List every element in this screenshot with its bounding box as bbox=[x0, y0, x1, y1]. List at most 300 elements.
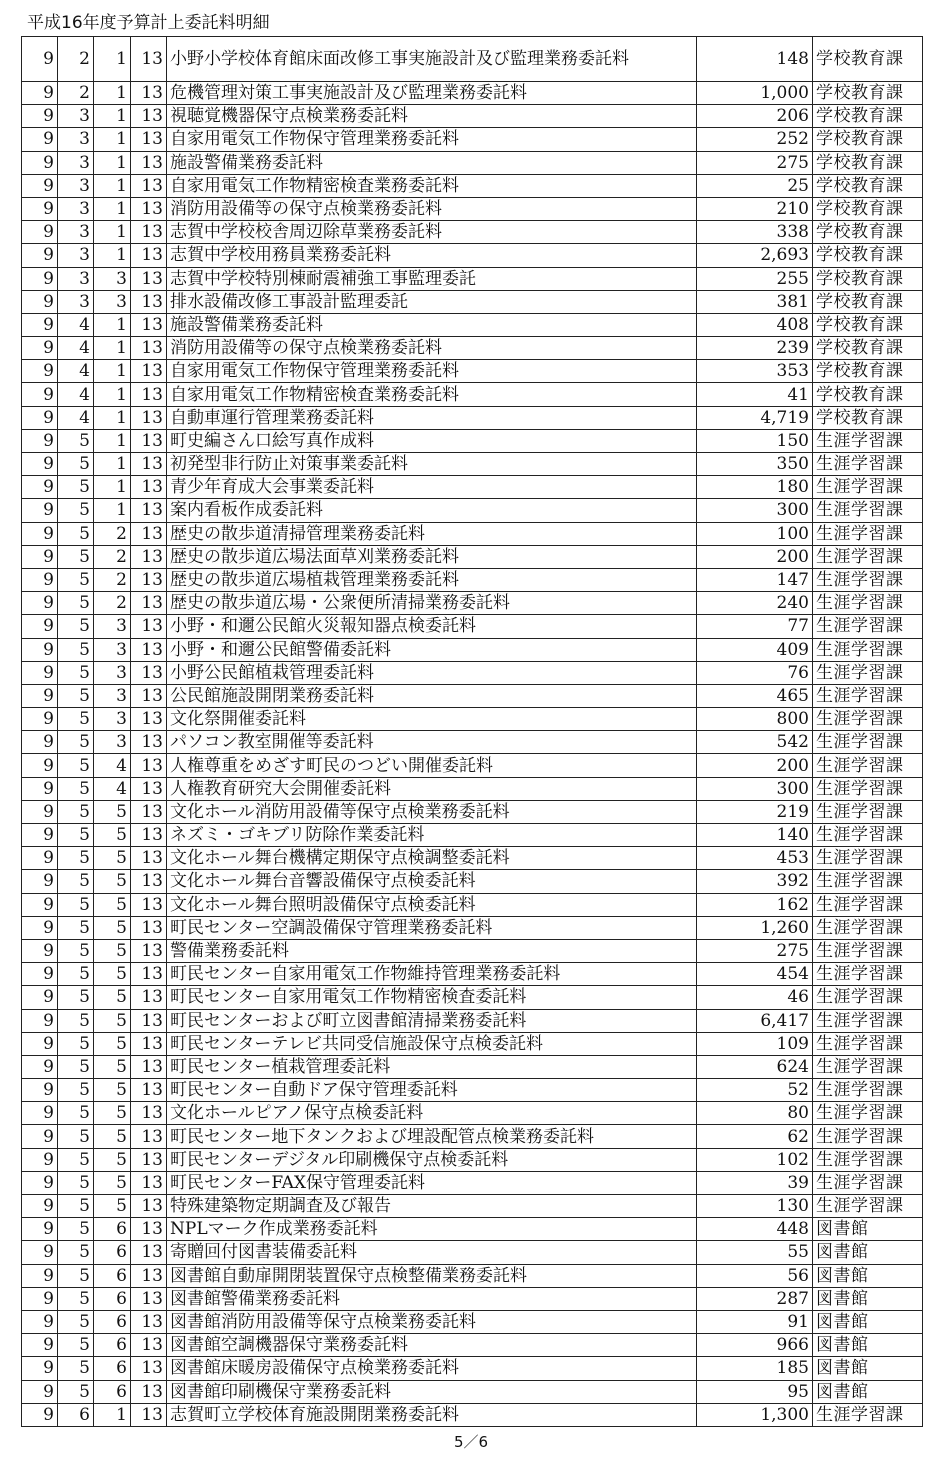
subitem-code: 5 bbox=[94, 847, 131, 870]
section-code: 9 bbox=[22, 731, 58, 754]
amount: 200 bbox=[697, 754, 813, 777]
commission-name: 町民センター自家用電気工作物維持管理業務委託料 bbox=[167, 963, 697, 986]
commission-name: 文化ホール舞台機構定期保守点検調整委託料 bbox=[167, 847, 697, 870]
item-code: 5 bbox=[58, 1009, 94, 1032]
subitem-code: 5 bbox=[94, 939, 131, 962]
amount: 2,693 bbox=[697, 244, 813, 267]
category-code: 13 bbox=[131, 661, 167, 684]
item-code: 5 bbox=[58, 1125, 94, 1148]
commission-name: 志賀町立学校体育施設開閉業務委託料 bbox=[167, 1403, 697, 1426]
category-code: 13 bbox=[131, 1380, 167, 1403]
table-row bbox=[22, 383, 923, 406]
category-code: 13 bbox=[131, 1055, 167, 1078]
commission-name: 図書館空調機器保守業務委託料 bbox=[167, 1334, 697, 1357]
section-code: 9 bbox=[22, 800, 58, 823]
department: 学校教育課 bbox=[813, 267, 923, 290]
section-code: 9 bbox=[22, 963, 58, 986]
category-code: 13 bbox=[131, 37, 167, 82]
commission-name: 自家用電気工作物保守管理業務委託料 bbox=[167, 360, 697, 383]
amount: 140 bbox=[697, 824, 813, 847]
table-row bbox=[22, 499, 923, 522]
commission-name: 排水設備改修工事設計監理委託 bbox=[167, 290, 697, 313]
table-row bbox=[22, 1380, 923, 1403]
subitem-code: 6 bbox=[94, 1334, 131, 1357]
category-code: 13 bbox=[131, 963, 167, 986]
amount: 300 bbox=[697, 499, 813, 522]
item-code: 5 bbox=[58, 1102, 94, 1125]
amount: 130 bbox=[697, 1195, 813, 1218]
subitem-code: 2 bbox=[94, 592, 131, 615]
category-code: 13 bbox=[131, 545, 167, 568]
department: 生涯学習課 bbox=[813, 1079, 923, 1102]
commission-name: 文化祭開催委託料 bbox=[167, 708, 697, 731]
section-code: 9 bbox=[22, 592, 58, 615]
category-code: 13 bbox=[131, 337, 167, 360]
item-code: 3 bbox=[58, 267, 94, 290]
item-code: 5 bbox=[58, 1171, 94, 1194]
table-row bbox=[22, 800, 923, 823]
commission-name: 志賀中学校特別棟耐震補強工事監理委託 bbox=[167, 267, 697, 290]
table-row bbox=[22, 1334, 923, 1357]
category-code: 13 bbox=[131, 1287, 167, 1310]
commission-name: 町民センターデジタル印刷機保守点検委託料 bbox=[167, 1148, 697, 1171]
amount: 409 bbox=[697, 638, 813, 661]
item-code: 5 bbox=[58, 499, 94, 522]
subitem-code: 5 bbox=[94, 1009, 131, 1032]
amount: 240 bbox=[697, 592, 813, 615]
section-code: 9 bbox=[22, 1125, 58, 1148]
category-code: 13 bbox=[131, 244, 167, 267]
subitem-code: 3 bbox=[94, 708, 131, 731]
amount: 454 bbox=[697, 963, 813, 986]
department: 学校教育課 bbox=[813, 128, 923, 151]
item-code: 2 bbox=[58, 37, 94, 82]
department: 生涯学習課 bbox=[813, 939, 923, 962]
commission-name: 施設警備業務委託料 bbox=[167, 151, 697, 174]
amount: 275 bbox=[697, 939, 813, 962]
table-row bbox=[22, 638, 923, 661]
department: 生涯学習課 bbox=[813, 847, 923, 870]
commission-name: 図書館自動扉開閉装置保守点検整備業務委託料 bbox=[167, 1264, 697, 1287]
table-row bbox=[22, 337, 923, 360]
subitem-code: 1 bbox=[94, 337, 131, 360]
amount: 80 bbox=[697, 1102, 813, 1125]
item-code: 5 bbox=[58, 684, 94, 707]
item-code: 5 bbox=[58, 986, 94, 1009]
department: 生涯学習課 bbox=[813, 708, 923, 731]
department: 学校教育課 bbox=[813, 290, 923, 313]
department: 図書館 bbox=[813, 1287, 923, 1310]
department: 生涯学習課 bbox=[813, 754, 923, 777]
table-row bbox=[22, 661, 923, 684]
table-row bbox=[22, 244, 923, 267]
section-code: 9 bbox=[22, 754, 58, 777]
item-code: 5 bbox=[58, 916, 94, 939]
commission-name: 志賀中学校用務員業務委託料 bbox=[167, 244, 697, 267]
item-code: 5 bbox=[58, 661, 94, 684]
category-code: 13 bbox=[131, 360, 167, 383]
commission-name: 文化ホールピアノ保守点検委託料 bbox=[167, 1102, 697, 1125]
commission-name: ネズミ・ゴキブリ防除作業委託料 bbox=[167, 824, 697, 847]
department: 学校教育課 bbox=[813, 151, 923, 174]
section-code: 9 bbox=[22, 1148, 58, 1171]
subitem-code: 4 bbox=[94, 777, 131, 800]
table-row bbox=[22, 429, 923, 452]
subitem-code: 1 bbox=[94, 1403, 131, 1426]
section-code: 9 bbox=[22, 244, 58, 267]
section-code: 9 bbox=[22, 1171, 58, 1194]
item-code: 5 bbox=[58, 453, 94, 476]
commission-name: 町民センター植栽管理委託料 bbox=[167, 1055, 697, 1078]
item-code: 4 bbox=[58, 383, 94, 406]
section-code: 9 bbox=[22, 522, 58, 545]
amount: 150 bbox=[697, 429, 813, 452]
table-row bbox=[22, 777, 923, 800]
department: 生涯学習課 bbox=[813, 1403, 923, 1426]
table-row bbox=[22, 197, 923, 220]
category-code: 13 bbox=[131, 406, 167, 429]
subitem-code: 1 bbox=[94, 82, 131, 105]
amount: 95 bbox=[697, 1380, 813, 1403]
department: 生涯学習課 bbox=[813, 1032, 923, 1055]
subitem-code: 1 bbox=[94, 453, 131, 476]
table-row bbox=[22, 1241, 923, 1264]
table-row bbox=[22, 1102, 923, 1125]
department: 生涯学習課 bbox=[813, 800, 923, 823]
subitem-code: 6 bbox=[94, 1380, 131, 1403]
table-row bbox=[22, 1055, 923, 1078]
subitem-code: 2 bbox=[94, 522, 131, 545]
section-code: 9 bbox=[22, 37, 58, 82]
section-code: 9 bbox=[22, 1009, 58, 1032]
subitem-code: 5 bbox=[94, 916, 131, 939]
category-code: 13 bbox=[131, 476, 167, 499]
category-code: 13 bbox=[131, 383, 167, 406]
commission-name: 小野公民館植栽管理委託料 bbox=[167, 661, 697, 684]
item-code: 3 bbox=[58, 105, 94, 128]
amount: 109 bbox=[697, 1032, 813, 1055]
item-code: 4 bbox=[58, 360, 94, 383]
department: 生涯学習課 bbox=[813, 661, 923, 684]
department: 学校教育課 bbox=[813, 313, 923, 336]
section-code: 9 bbox=[22, 290, 58, 313]
item-code: 5 bbox=[58, 1241, 94, 1264]
item-code: 5 bbox=[58, 939, 94, 962]
category-code: 13 bbox=[131, 916, 167, 939]
category-code: 13 bbox=[131, 499, 167, 522]
department: 生涯学習課 bbox=[813, 916, 923, 939]
subitem-code: 1 bbox=[94, 37, 131, 82]
item-code: 3 bbox=[58, 244, 94, 267]
item-code: 5 bbox=[58, 1310, 94, 1333]
section-code: 9 bbox=[22, 1287, 58, 1310]
commission-name: 人権教育研究大会開催委託料 bbox=[167, 777, 697, 800]
item-code: 5 bbox=[58, 638, 94, 661]
item-code: 3 bbox=[58, 221, 94, 244]
amount: 1,000 bbox=[697, 82, 813, 105]
section-code: 9 bbox=[22, 893, 58, 916]
category-code: 13 bbox=[131, 754, 167, 777]
department: 図書館 bbox=[813, 1241, 923, 1264]
section-code: 9 bbox=[22, 383, 58, 406]
commission-name: 小野・和邇公民館警備委託料 bbox=[167, 638, 697, 661]
department: 学校教育課 bbox=[813, 244, 923, 267]
amount: 465 bbox=[697, 684, 813, 707]
commission-name: 町民センター自動ドア保守管理委託料 bbox=[167, 1079, 697, 1102]
item-code: 5 bbox=[58, 545, 94, 568]
category-code: 13 bbox=[131, 313, 167, 336]
commission-name: 志賀中学校校舎周辺除草業務委託料 bbox=[167, 221, 697, 244]
table-row bbox=[22, 893, 923, 916]
department: 生涯学習課 bbox=[813, 1125, 923, 1148]
category-code: 13 bbox=[131, 1264, 167, 1287]
category-code: 13 bbox=[131, 174, 167, 197]
section-code: 9 bbox=[22, 870, 58, 893]
subitem-code: 5 bbox=[94, 1148, 131, 1171]
item-code: 5 bbox=[58, 476, 94, 499]
section-code: 9 bbox=[22, 638, 58, 661]
subitem-code: 6 bbox=[94, 1241, 131, 1264]
section-code: 9 bbox=[22, 568, 58, 591]
category-code: 13 bbox=[131, 1403, 167, 1426]
section-code: 9 bbox=[22, 939, 58, 962]
subitem-code: 2 bbox=[94, 568, 131, 591]
table-row bbox=[22, 151, 923, 174]
subitem-code: 3 bbox=[94, 615, 131, 638]
department: 生涯学習課 bbox=[813, 615, 923, 638]
table-row bbox=[22, 1148, 923, 1171]
table-row bbox=[22, 37, 923, 82]
section-code: 9 bbox=[22, 615, 58, 638]
section-code: 9 bbox=[22, 174, 58, 197]
item-code: 3 bbox=[58, 128, 94, 151]
section-code: 9 bbox=[22, 453, 58, 476]
amount: 185 bbox=[697, 1357, 813, 1380]
category-code: 13 bbox=[131, 290, 167, 313]
amount: 200 bbox=[697, 545, 813, 568]
commission-name: 文化ホール消防用設備等保守点検業務委託料 bbox=[167, 800, 697, 823]
commission-name: 自家用電気工作物精密検査業務委託料 bbox=[167, 174, 697, 197]
department: 学校教育課 bbox=[813, 360, 923, 383]
section-code: 9 bbox=[22, 128, 58, 151]
subitem-code: 1 bbox=[94, 221, 131, 244]
department: 生涯学習課 bbox=[813, 499, 923, 522]
section-code: 9 bbox=[22, 221, 58, 244]
amount: 966 bbox=[697, 1334, 813, 1357]
amount: 255 bbox=[697, 267, 813, 290]
subitem-code: 1 bbox=[94, 383, 131, 406]
amount: 62 bbox=[697, 1125, 813, 1148]
subitem-code: 1 bbox=[94, 128, 131, 151]
commission-name: 消防用設備等の保守点検業務委託料 bbox=[167, 337, 697, 360]
subitem-code: 6 bbox=[94, 1310, 131, 1333]
table-row bbox=[22, 476, 923, 499]
commission-name: 小野小学校体育館床面改修工事実施設計及び監理業務委託料 bbox=[167, 37, 697, 82]
commission-name: 施設警備業務委託料 bbox=[167, 313, 697, 336]
section-code: 9 bbox=[22, 429, 58, 452]
amount: 162 bbox=[697, 893, 813, 916]
commission-name: 警備業務委託料 bbox=[167, 939, 697, 962]
amount: 252 bbox=[697, 128, 813, 151]
amount: 206 bbox=[697, 105, 813, 128]
table-row bbox=[22, 684, 923, 707]
section-code: 9 bbox=[22, 313, 58, 336]
section-code: 9 bbox=[22, 1218, 58, 1241]
amount: 219 bbox=[697, 800, 813, 823]
item-code: 4 bbox=[58, 406, 94, 429]
section-code: 9 bbox=[22, 661, 58, 684]
subitem-code: 5 bbox=[94, 1032, 131, 1055]
section-code: 9 bbox=[22, 1055, 58, 1078]
amount: 55 bbox=[697, 1241, 813, 1264]
department: 学校教育課 bbox=[813, 221, 923, 244]
table-row bbox=[22, 1218, 923, 1241]
table-row bbox=[22, 1287, 923, 1310]
subitem-code: 1 bbox=[94, 313, 131, 336]
category-code: 13 bbox=[131, 638, 167, 661]
amount: 448 bbox=[697, 1218, 813, 1241]
category-code: 13 bbox=[131, 777, 167, 800]
commission-name: 町民センター地下タンクおよび埋設配管点検業務委託料 bbox=[167, 1125, 697, 1148]
department: 生涯学習課 bbox=[813, 545, 923, 568]
amount: 408 bbox=[697, 313, 813, 336]
item-code: 5 bbox=[58, 893, 94, 916]
table-row bbox=[22, 615, 923, 638]
table-row bbox=[22, 1171, 923, 1194]
commission-name: 町民センターFAX保守管理委託料 bbox=[167, 1171, 697, 1194]
category-code: 13 bbox=[131, 684, 167, 707]
section-code: 9 bbox=[22, 1403, 58, 1426]
subitem-code: 5 bbox=[94, 1079, 131, 1102]
subitem-code: 6 bbox=[94, 1218, 131, 1241]
subitem-code: 5 bbox=[94, 1125, 131, 1148]
commission-name: 町民センターテレビ共同受信施設保守点検委託料 bbox=[167, 1032, 697, 1055]
table-row bbox=[22, 1310, 923, 1333]
section-code: 9 bbox=[22, 197, 58, 220]
department: 図書館 bbox=[813, 1380, 923, 1403]
commission-name: 町民センター空調設備保守管理業務委託料 bbox=[167, 916, 697, 939]
subitem-code: 5 bbox=[94, 893, 131, 916]
amount: 100 bbox=[697, 522, 813, 545]
subitem-code: 1 bbox=[94, 360, 131, 383]
department: 学校教育課 bbox=[813, 37, 923, 82]
item-code: 3 bbox=[58, 151, 94, 174]
category-code: 13 bbox=[131, 592, 167, 615]
department: 生涯学習課 bbox=[813, 893, 923, 916]
section-code: 9 bbox=[22, 151, 58, 174]
item-code: 5 bbox=[58, 754, 94, 777]
subitem-code: 5 bbox=[94, 1171, 131, 1194]
subitem-code: 5 bbox=[94, 1195, 131, 1218]
department: 生涯学習課 bbox=[813, 684, 923, 707]
amount: 624 bbox=[697, 1055, 813, 1078]
amount: 91 bbox=[697, 1310, 813, 1333]
category-code: 13 bbox=[131, 1218, 167, 1241]
table-row bbox=[22, 1264, 923, 1287]
table-row bbox=[22, 267, 923, 290]
amount: 381 bbox=[697, 290, 813, 313]
subitem-code: 4 bbox=[94, 754, 131, 777]
table-row bbox=[22, 522, 923, 545]
section-code: 9 bbox=[22, 1195, 58, 1218]
category-code: 13 bbox=[131, 615, 167, 638]
department: 学校教育課 bbox=[813, 406, 923, 429]
subitem-code: 1 bbox=[94, 499, 131, 522]
table-row bbox=[22, 290, 923, 313]
item-code: 5 bbox=[58, 800, 94, 823]
item-code: 5 bbox=[58, 1380, 94, 1403]
table-row bbox=[22, 824, 923, 847]
item-code: 5 bbox=[58, 1334, 94, 1357]
category-code: 13 bbox=[131, 824, 167, 847]
category-code: 13 bbox=[131, 893, 167, 916]
category-code: 13 bbox=[131, 1334, 167, 1357]
amount: 300 bbox=[697, 777, 813, 800]
table-row bbox=[22, 174, 923, 197]
item-code: 5 bbox=[58, 429, 94, 452]
subitem-code: 5 bbox=[94, 1102, 131, 1125]
category-code: 13 bbox=[131, 1357, 167, 1380]
category-code: 13 bbox=[131, 1009, 167, 1032]
item-code: 5 bbox=[58, 963, 94, 986]
section-code: 9 bbox=[22, 406, 58, 429]
department: 図書館 bbox=[813, 1310, 923, 1333]
subitem-code: 3 bbox=[94, 661, 131, 684]
amount: 77 bbox=[697, 615, 813, 638]
table-row bbox=[22, 128, 923, 151]
item-code: 5 bbox=[58, 1287, 94, 1310]
commission-name: 初発型非行防止対策事業委託料 bbox=[167, 453, 697, 476]
section-code: 9 bbox=[22, 1079, 58, 1102]
item-code: 5 bbox=[58, 592, 94, 615]
item-code: 5 bbox=[58, 1264, 94, 1287]
section-code: 9 bbox=[22, 105, 58, 128]
department: 学校教育課 bbox=[813, 197, 923, 220]
commission-name: 町史編さん口絵写真作成料 bbox=[167, 429, 697, 452]
department: 学校教育課 bbox=[813, 337, 923, 360]
amount: 39 bbox=[697, 1171, 813, 1194]
table-row bbox=[22, 221, 923, 244]
department: 生涯学習課 bbox=[813, 731, 923, 754]
department: 生涯学習課 bbox=[813, 824, 923, 847]
table-row bbox=[22, 360, 923, 383]
subitem-code: 1 bbox=[94, 151, 131, 174]
department: 学校教育課 bbox=[813, 105, 923, 128]
item-code: 5 bbox=[58, 522, 94, 545]
category-code: 13 bbox=[131, 1310, 167, 1333]
commission-name: 文化ホール舞台照明設備保守点検委託料 bbox=[167, 893, 697, 916]
commission-name: 小野・和邇公民館火災報知器点検委託料 bbox=[167, 615, 697, 638]
item-code: 5 bbox=[58, 1218, 94, 1241]
section-code: 9 bbox=[22, 1380, 58, 1403]
department: 生涯学習課 bbox=[813, 568, 923, 591]
commission-name: 文化ホール舞台音響設備保守点検委託料 bbox=[167, 870, 697, 893]
category-code: 13 bbox=[131, 522, 167, 545]
commission-name: 町民センター自家用電気工作物精密検査委託料 bbox=[167, 986, 697, 1009]
amount: 180 bbox=[697, 476, 813, 499]
section-code: 9 bbox=[22, 824, 58, 847]
table-row bbox=[22, 453, 923, 476]
subitem-code: 6 bbox=[94, 1287, 131, 1310]
amount: 1,260 bbox=[697, 916, 813, 939]
section-code: 9 bbox=[22, 1241, 58, 1264]
item-code: 5 bbox=[58, 777, 94, 800]
amount: 1,300 bbox=[697, 1403, 813, 1426]
table-row bbox=[22, 1125, 923, 1148]
commission-name: 自動車運行管理業務委託料 bbox=[167, 406, 697, 429]
category-code: 13 bbox=[131, 1241, 167, 1264]
table-row bbox=[22, 870, 923, 893]
